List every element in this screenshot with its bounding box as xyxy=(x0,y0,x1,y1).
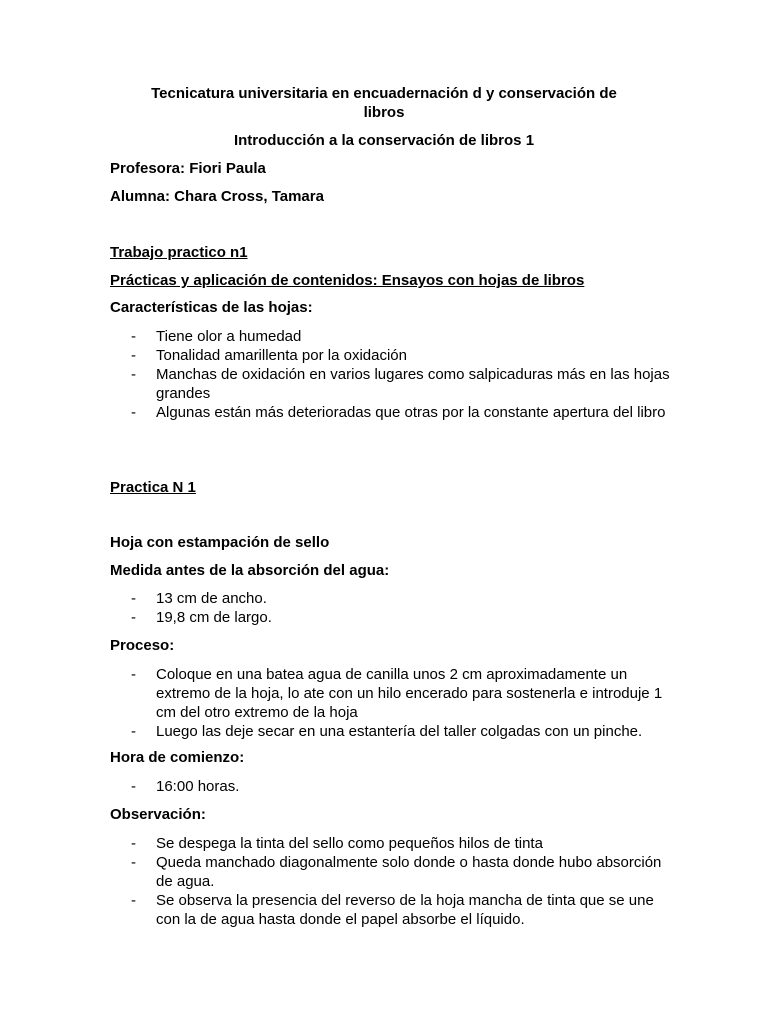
list-item: - Se despega la tinta del sello como pequeños hilos de tinta xyxy=(131,835,543,852)
practice-heading: Practica N 1 xyxy=(110,479,196,496)
dash-bullet: - xyxy=(131,328,136,345)
process-label: Proceso: xyxy=(110,637,175,654)
assignment-heading: Trabajo practico n1 xyxy=(110,244,248,261)
observations-list xyxy=(110,834,670,929)
dash-bullet: - xyxy=(131,835,136,852)
features-list xyxy=(110,327,670,422)
dash-bullet: - xyxy=(131,366,136,383)
list-item: - Tonalidad amarillenta por la oxidación xyxy=(131,347,407,364)
measure-label: Medida antes de la absorción del agua: xyxy=(110,562,390,579)
start-time-list xyxy=(110,777,670,796)
measures-list xyxy=(110,589,670,627)
dash-bullet: - xyxy=(131,404,136,421)
list-item: - 13 cm de ancho. xyxy=(131,590,267,607)
document-title: Tecnicatura universitaria en encuadernación d y conservación de libros xyxy=(151,85,617,121)
observation-label: Observación: xyxy=(110,806,206,823)
dash-bullet: - xyxy=(131,347,136,364)
dash-bullet: - xyxy=(131,666,136,683)
document-subtitle: Introducción a la conservación de libros 1 xyxy=(233,132,535,149)
features-label: Características de las hojas: xyxy=(110,299,313,316)
student-line: Alumna: Chara Cross, Tamara xyxy=(110,188,324,205)
dash-bullet: - xyxy=(131,590,136,607)
dash-bullet: - xyxy=(131,778,136,795)
list-item: - Queda manchado diagonalmente solo donde o hasta donde hubo absorción de agua. xyxy=(131,854,662,890)
list-item: - Luego las deje secar en una estantería del taller colgadas con un pinche. xyxy=(131,723,643,740)
list-item: - 16:00 horas. xyxy=(131,778,240,795)
dash-bullet: - xyxy=(131,854,136,871)
list-item: - Algunas están más deterioradas que otras por la constante apertura del libro xyxy=(131,404,666,421)
assignment-subheading: Prácticas y aplicación de contenidos: Ensayos con hojas de libros xyxy=(110,272,585,289)
professor-line: Profesora: Fiori Paula xyxy=(110,160,266,177)
list-item: - Coloque en una batea agua de canilla unos 2 cm aproximadamente un extremo de la hoja, lo ate con un hilo encerado para sostenerla e introduje 1 cm del otro extremo de la hoja xyxy=(131,666,663,721)
list-item: - Se observa la presencia del reverso de la hoja mancha de tinta que se une con la de agua hasta donde el papel absorbe el líquido. xyxy=(131,892,654,928)
dash-bullet: - xyxy=(131,609,136,626)
dash-bullet: - xyxy=(131,723,136,740)
dash-bullet: - xyxy=(131,892,136,909)
list-item: - 19,8 cm de largo. xyxy=(131,609,272,626)
list-item: - Tiene olor a humedad xyxy=(131,328,302,345)
sheet-label: Hoja con estampación de sello xyxy=(110,534,330,551)
list-item: - Manchas de oxidación en varios lugares como salpicaduras más en las hojas grandes xyxy=(131,366,670,402)
process-list xyxy=(110,665,670,741)
start-time-label: Hora de comienzo: xyxy=(110,749,245,766)
